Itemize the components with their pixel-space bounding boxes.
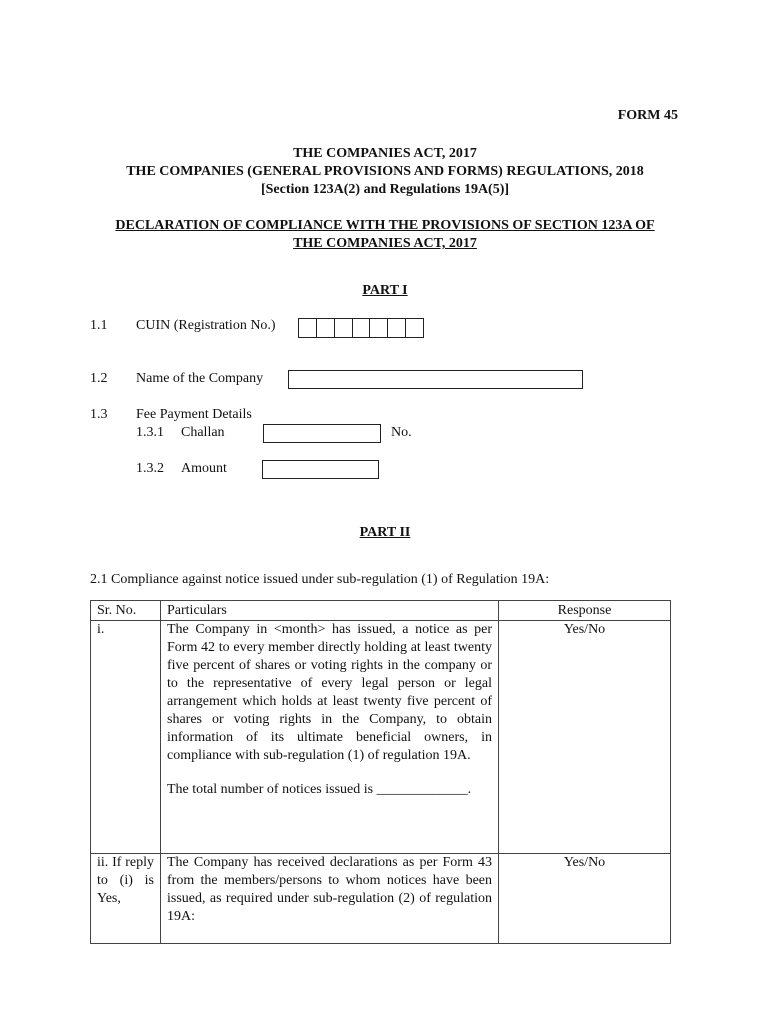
declaration-title-line1: DECLARATION OF COMPLIANCE WITH THE PROVISIONS OF SECTION 123A OF — [115, 218, 655, 233]
row-2-particulars: The Company has received declarations as per Form 43 from the members/persons to whom notices have been issued, as required under sub-regulation (2) of regulation 19A: — [161, 854, 499, 944]
row-1-notice-count: The total number of notices issued is _____________. — [167, 782, 472, 797]
table-header-row — [91, 601, 671, 621]
table-row — [91, 854, 671, 944]
header-response: Response — [499, 601, 671, 621]
cuin-number: 1.1 — [90, 318, 108, 333]
declaration-title-line2: THE COMPANIES ACT, 2017 — [293, 236, 477, 251]
fee-label: Fee Payment Details — [136, 407, 252, 422]
amount-input[interactable] — [262, 460, 379, 479]
row-2-sr: ii. If reply to (i) is Yes, — [91, 854, 161, 944]
form-number: FORM 45 — [617, 108, 678, 123]
act-title: THE COMPANIES ACT, 2017 — [293, 146, 477, 161]
row-2-response[interactable]: Yes/No — [499, 854, 671, 944]
cuin-input[interactable] — [298, 318, 424, 338]
row-1-particulars: The Company in <month> has issued, a notice as per Form 42 to every member directly holding at least twenty five percent of shares or voting rights in the company or to the representative of every legal person or legal arrangement which holds at least twenty five percent of shares or voting rights in the Company, to obtain information of its ultimate beneficial owners, in compliance with sub-regulation (1) of regulation 19A. — [167, 622, 492, 763]
part-two-title: PART II — [359, 525, 411, 540]
row-1-particulars-cell — [161, 621, 499, 854]
section-reference: [Section 123A(2) and Regulations 19A(5)] — [260, 182, 510, 197]
cuin-label: CUIN (Registration No.) — [136, 318, 276, 333]
header-sr-no: Sr. No. — [91, 601, 161, 621]
company-name-number: 1.2 — [90, 371, 108, 386]
company-name-label: Name of the Company — [136, 371, 264, 386]
compliance-table — [90, 600, 671, 944]
amount-label: Amount — [181, 461, 227, 476]
table-row — [91, 621, 671, 854]
challan-no-label: No. — [391, 425, 412, 440]
regulations-title: THE COMPANIES (GENERAL PROVISIONS AND FORMS) REGULATIONS, 2018 — [126, 164, 644, 179]
part-one-title: PART I — [362, 283, 408, 298]
company-name-input[interactable] — [288, 370, 583, 389]
row-1-sr: i. — [91, 621, 161, 854]
amount-number: 1.3.2 — [136, 461, 164, 476]
row-1-response[interactable]: Yes/No — [499, 621, 671, 854]
section-2-1-heading: 2.1 Compliance against notice issued under sub-regulation (1) of Regulation 19A: — [90, 572, 550, 587]
fee-number: 1.3 — [90, 407, 108, 422]
header-particulars: Particulars — [161, 601, 499, 621]
challan-input[interactable] — [263, 424, 381, 443]
challan-label: Challan — [181, 425, 225, 440]
challan-number: 1.3.1 — [136, 425, 164, 440]
